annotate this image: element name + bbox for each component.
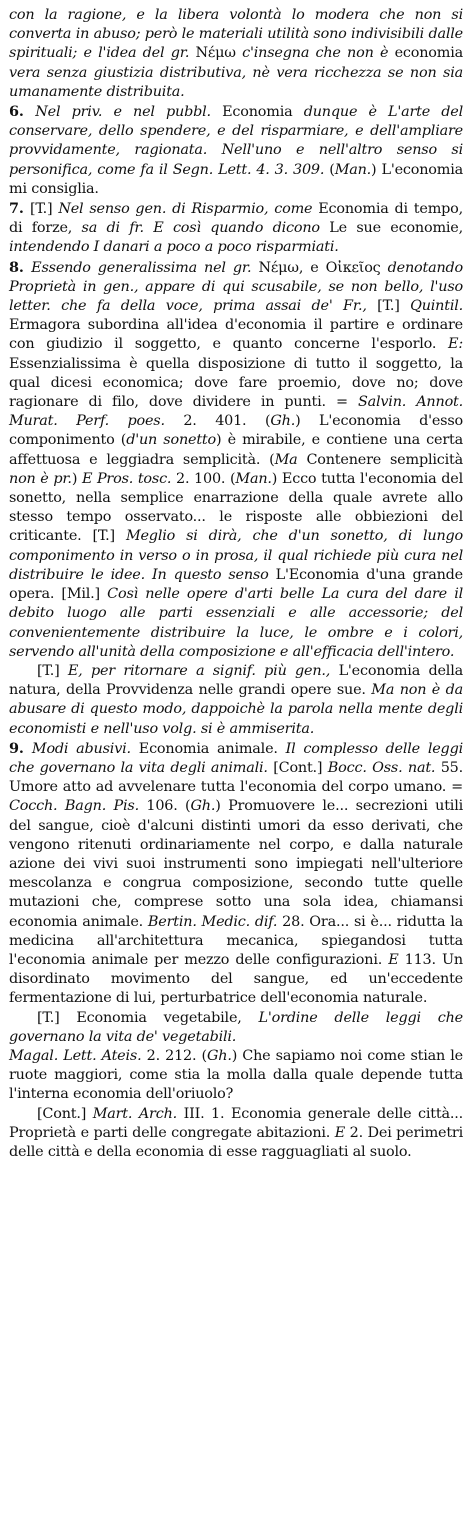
text-run: Economia animale. — [130, 740, 286, 757]
text-run: ) Promuovere le... secrezioni utili del sangue, cioè d'alcuni distinti umori da esso derivati, che vengono ritenuti ordinariamente nel corpo, e dalla naturale azione dei vivi suoi instrumenti sono impiegati nell'ulteriore mescolanza e congrua composizione, secondo tutte quelle mutazioni che, comprese sotto una sola idea, chiamansi economia animale. — [9, 798, 463, 930]
text-run: Economia — [210, 104, 304, 121]
paragraph-p-9c — [9, 1047, 463, 1105]
paragraph-p-7 — [9, 199, 463, 258]
text-run: Cocch. Bagn. Pis. — [9, 798, 139, 815]
text-run: ) L'economia mi consiglia. — [9, 161, 463, 197]
text-run: Nel priv. e nel pubbl. — [35, 104, 211, 121]
text-run: denotando Proprietà in gen., appare di qui scusabile, se non bello, l'uso letter. che fa della voce, prima assai de' Fr., — [9, 259, 464, 315]
text-run: L'Economia d'una grande opera. [Mil.] — [9, 566, 464, 603]
text-run: Man. — [334, 161, 372, 178]
text-run: vera senza giustizia distributiva, nè vera ricchezza se non sia umanamente distribuita. — [9, 64, 463, 100]
text-run: Gh. — [206, 1047, 232, 1064]
text-run: Quintil. — [410, 298, 464, 315]
paragraph-p-intro — [9, 6, 463, 102]
sense-number: 6. — [9, 103, 36, 121]
text-run: Nel senso gen. di Risparmio, come — [58, 201, 313, 218]
text-run: Mart. Arch. — [92, 1105, 178, 1122]
text-run: Νέμω — [195, 45, 236, 62]
text-run: Meglio si dirà, che d'un sonetto, di lungo componimento in verso o in prosa, il qual richiede più cura nel distribuire le idee. In questo senso — [9, 528, 463, 583]
text-run: sa di fr. E così quando dicono — [81, 220, 320, 237]
text-run: 28. Ora... si è... ridutta la medicina all'architettura mecanica, spiegandosi tutta l'economia animale per mezzo delle configurazioni. — [9, 913, 464, 968]
text-run: Ermagora subordina all'idea d'economia il partire e ordinare con giudizio il soggetto, e quanto concerne l'esporlo. — [9, 317, 463, 353]
text-run: Ma — [274, 451, 298, 468]
sense-number: 8. — [9, 258, 32, 276]
text-run: [Cont.] — [37, 1105, 93, 1122]
dictionary-entry-text — [9, 6, 463, 1162]
text-run: 55. Umore atto ad avvelenare tutta l'economia del corpo umano. = — [9, 759, 463, 796]
text-run: dunque è L'arte del conservare, dello spendere, e del risparmiare, e dell'ampliare provvidamente, ragionata. Nell'uno e nell'altro senso si personifica, come fa il Segn. Lett. 4. 3. 309. — [9, 104, 464, 178]
text-run: ) Che sapiamo noi come stian le ruote maggiori, come stia la molla dalla quale depende tutta l'interna economia dell'oriuolo? — [9, 1047, 463, 1103]
text-run: intendendo I danari a poco a poco risparmiati. — [9, 239, 339, 256]
text-run: Man. — [235, 470, 272, 487]
text-run: economia — [394, 45, 463, 62]
text-run: L'ordine delle leggi che governano la vita de' vegetabili. — [9, 1009, 463, 1045]
text-run: Il complesso delle leggi che governano la vita degli animali. — [9, 740, 463, 776]
text-run: Essendo generalissima nel gr. — [31, 259, 252, 276]
text-run: 2. 401. ( — [164, 413, 271, 430]
text-run: L'economia della natura, della Provvidenza nelle grandi opere sue. — [9, 662, 463, 699]
text-run: 2. 100. ( — [171, 470, 236, 487]
text-run: E: — [448, 336, 463, 353]
text-run: Contenere semplicità — [297, 451, 463, 468]
text-run: Essenzialissima è quella disposizione di tutto il soggetto, la qual dicesi economica; dove fare proemio, dove no; dove ragionare di filo, dove dividere in punti. = — [9, 355, 463, 411]
text-run: Economia di tempo, di forze, — [9, 201, 463, 237]
text-run: [T.] — [366, 298, 411, 315]
text-run: Νέμω, e Οἰκεῖος — [251, 259, 388, 276]
text-run: non è pr. — [9, 470, 72, 487]
text-run: d'un sonetto — [126, 432, 216, 449]
text-run: ) L'economia d'esso componimento ( — [9, 413, 464, 449]
text-run: III. 1. Economia generale delle città... Proprietà e parti delle congregate abitazioni. — [9, 1105, 463, 1141]
text-run: Magal. Lett. Ateis. — [9, 1047, 142, 1064]
paragraph-p-9 — [9, 739, 463, 1009]
paragraph-p-9b — [9, 1009, 463, 1047]
text-run: ( — [324, 161, 335, 178]
text-run: ) — [71, 470, 82, 487]
sense-number: 7. — [9, 200, 30, 218]
text-run: ) è mirabile, e contiene una certa affettuosa e leggiadra semplicità. ( — [9, 432, 463, 468]
text-run: Le sue economie, — [319, 220, 463, 237]
text-run: Ma non è da abusare di questo modo, dappoichè la parola nella mente degli economisti e nell'uso volg. si è ammiserita. — [9, 682, 463, 737]
text-run: Bocc. Oss. nat. — [327, 759, 436, 776]
text-run: [T.] — [29, 201, 59, 218]
text-run: 113. Un disordinato movimento del sangue, ed un'eccedente fermentazione di lui, perturbatrice dell'economia naturale. — [9, 951, 463, 1007]
text-run: [Cont.] — [267, 759, 328, 776]
text-run: Così nelle opere d'arti belle La cura del dare il debito luogo alle parti essenziali e alle accessorie; del convenientemente distribuire la luce, le ombre e i colori, servendo all'unità della composizione e all'efficacia dell'intero. — [9, 586, 463, 660]
text-run: E — [388, 951, 399, 968]
text-run: E — [334, 1124, 346, 1141]
text-run: 106. ( — [138, 798, 191, 815]
paragraph-p-9d — [9, 1105, 463, 1163]
text-run: Modi abusivi. — [31, 740, 131, 757]
text-run: 2. 212. ( — [141, 1047, 207, 1064]
text-run: ) Ecco tutta l'economia del sonetto, nella semplice enarrazione della quale avrete allo stesso tempo osservato... le risposte alle obbiezioni del criticante. [T.] — [9, 470, 463, 545]
sense-number: 9. — [9, 739, 32, 757]
text-run: 2. Dei perimetri delle città e della economia di esse ragguagliati al suolo. — [9, 1124, 463, 1160]
text-run: E, per ritornare a signif. più gen., — [67, 662, 331, 679]
text-run: [T.] Economia vegetabile, — [37, 1009, 259, 1026]
text-run: Gh. — [190, 798, 216, 815]
text-run: con la ragione, e la libera volontà lo modera che non si converta in abuso; però le materiali utilità sono indivisibili dalle spirituali; e l'idea del gr. — [9, 7, 463, 62]
text-run: E Pros. tosc. — [81, 470, 172, 487]
paragraph-p-8 — [9, 258, 463, 662]
text-run: Bertin. Medic. dif. — [147, 913, 278, 930]
text-run: c'insegna che non è — [235, 45, 395, 62]
text-run: Gh. — [270, 413, 296, 430]
paragraph-p-8b — [9, 662, 463, 739]
paragraph-p-6 — [9, 102, 463, 199]
text-run: [T.] — [37, 662, 68, 679]
text-run: Salvin. Annot. Murat. Perf. poes. — [9, 394, 463, 430]
